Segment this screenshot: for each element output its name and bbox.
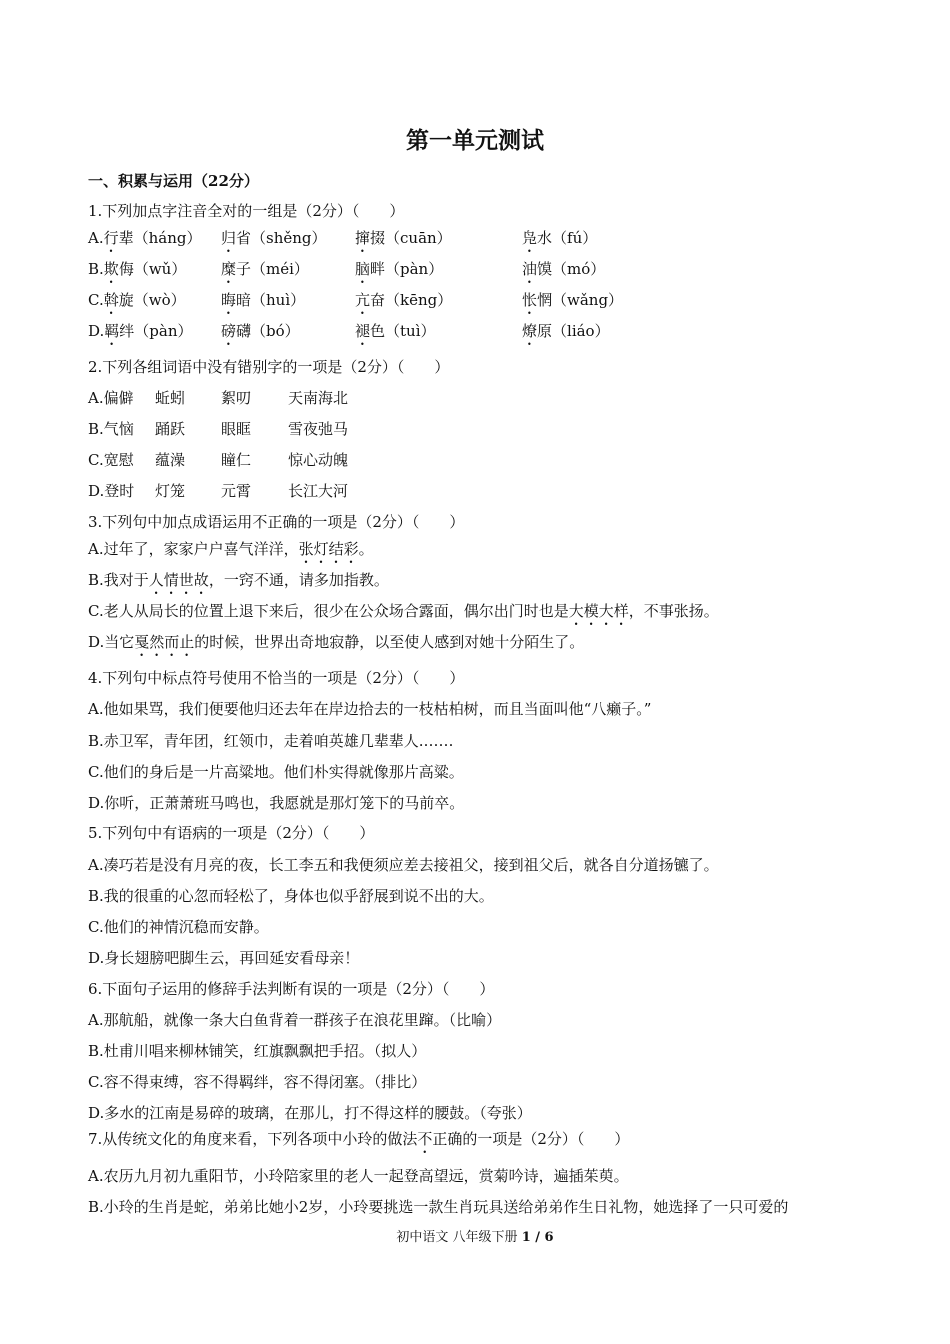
section-heading: 一、积累与运用（22分） — [88, 172, 259, 190]
q1-option-c-item-2: 晦暗（huì） — [221, 291, 306, 309]
q1-option-a-item-2: 归省（shěng） — [221, 229, 327, 247]
footer-page-number: 1 / 6 — [521, 1230, 554, 1245]
q2-option-a-item-4: 天南海北 — [288, 389, 349, 407]
question-4-option-b: B.赤卫军，青年团，红领巾，走着咱英雄几辈辈人.…… — [88, 732, 454, 750]
q2-option-d-item-3: 元霄 — [221, 482, 252, 500]
question-7-option-b: B.小玲的生肖是蛇，弟弟比她小2岁，小玲要挑选一款生肖玩具送给弟弟作生日礼物，她选择了一只可爱的 — [88, 1198, 789, 1216]
question-7-stem: 7.从传统文化的角度来看，下列各项中小玲的做法不正确的一项是（2分）（ ） — [88, 1130, 630, 1148]
question-6-option-a: A.那航船，就像一条大白鱼背着一群孩子在浪花里蹿。（比喻） — [88, 1011, 502, 1029]
q1-option-c-item-3: 亢奋（kēng） — [355, 291, 453, 309]
question-5-option-a: A.凑巧若是没有月亮的夜，长工李五和我便须应差去接祖父，接到祖父后，就各自分道扬镳了。 — [88, 856, 719, 874]
question-3-option-a: A.过年了，家家户户喜气洋洋，张灯结彩。 — [88, 540, 374, 558]
q2-option-b-item-1: B.气恼 — [88, 420, 134, 438]
q2-option-c-item-4: 惊心动魄 — [288, 451, 349, 469]
q1-option-a-item-1: A.行辈（háng） — [88, 229, 202, 247]
q2-option-b-item-4: 雪夜弛马 — [288, 420, 349, 438]
question-5-option-b: B.我的很重的心忽而轻松了，身体也似乎舒展到说不出的大。 — [88, 887, 494, 905]
question-5-option-d: D.身长翅膀吧脚生云，再回延安看母亲！ — [88, 949, 360, 967]
q2-option-b-item-2: 踊跃 — [155, 420, 186, 438]
question-2-stem: 2.下列各组词语中没有错别字的一项是（2分）（ ） — [88, 358, 450, 376]
question-3-option-c: C.老人从局长的位置上退下来后，很少在公众场合露面，偶尔出门时也是大模大样，不事张扬。 — [88, 602, 719, 620]
q2-option-d-item-2: 灯笼 — [155, 482, 186, 500]
q1-option-c-item-1: C.斡旋（wò） — [88, 291, 186, 309]
q2-option-a-item-3: 絮叨 — [221, 389, 252, 407]
question-4-option-d: D.你听，正萧萧班马鸣也，我愿就是那灯笼下的马前卒。 — [88, 794, 465, 812]
q1-option-a-item-4: 凫水（fú） — [522, 229, 598, 247]
q2-option-d-item-1: D.登时 — [88, 482, 135, 500]
question-6-option-c: C.容不得束缚，容不得羁绊，容不得闭塞。（排比） — [88, 1073, 427, 1091]
question-3-option-b: B.我对于人情世故，一窍不通，请多加指教。 — [88, 571, 389, 589]
question-4-option-c: C.他们的身后是一片高粱地。他们朴实得就像那片高粱。 — [88, 763, 464, 781]
q2-option-a-item-2: 蚯蚓 — [155, 389, 186, 407]
q1-option-b-item-3: 脑畔（pàn） — [355, 260, 444, 278]
question-3-option-d: D.当它戛然而止的时候，世界出奇地寂静，以至使人感到对她十分陌生了。 — [88, 633, 585, 651]
q1-option-b-item-4: 油馍（mó） — [522, 260, 606, 278]
question-3-stem: 3.下列句中加点成语运用不正确的一项是（2分）（ ） — [88, 513, 465, 531]
q2-option-a-item-1: A.偏僻 — [88, 389, 134, 407]
q2-option-d-item-4: 长江大河 — [288, 482, 349, 500]
q1-option-d-item-4: 燎原（liáo） — [522, 322, 610, 340]
q1-option-a-item-3: 撺掇（cuān） — [355, 229, 452, 247]
question-5-option-c: C.他们的神情沉稳而安静。 — [88, 918, 269, 936]
page-footer — [0, 1228, 950, 1248]
q2-option-c-item-3: 瞳仁 — [221, 451, 252, 469]
question-5-stem: 5.下列句中有语病的一项是（2分）（ ） — [88, 824, 375, 842]
question-4-stem: 4.下列句中标点符号使用不恰当的一项是（2分）（ ） — [88, 669, 465, 687]
question-6-option-d: D.多水的江南是易碎的玻璃，在那儿，打不得这样的腰鼓。（夸张） — [88, 1104, 532, 1122]
question-6-stem: 6.下面句子运用的修辞手法判断有误的一项是（2分）（ ） — [88, 980, 495, 998]
q2-option-b-item-3: 眼眶 — [221, 420, 252, 438]
question-4-option-a: A.他如果骂，我们便要他归还去年在岸边拾去的一枝枯柏树，而且当面叫他“八癞子。” — [88, 700, 652, 718]
question-6-option-b: B.杜甫川唱来柳林铺笑，红旗飘飘把手招。（拟人） — [88, 1042, 427, 1060]
q1-option-d-item-3: 褪色（tuì） — [355, 322, 436, 340]
q1-option-b-item-2: 糜子（méi） — [221, 260, 309, 278]
q1-option-c-item-4: 怅惘（wǎng） — [522, 291, 624, 309]
q2-option-c-item-2: 蕴澡 — [155, 451, 186, 469]
q1-option-d-item-2: 磅礴（bó） — [221, 322, 300, 340]
q2-option-c-item-1: C.宽慰 — [88, 451, 134, 469]
q1-option-b-item-1: B.欺侮（wǔ） — [88, 260, 187, 278]
footer-subject: 初中语文 八年级下册 — [396, 1230, 518, 1245]
question-1-stem: 1.下列加点字注音全对的一组是（2分）（ ） — [88, 202, 405, 220]
page-title: 第一单元测试 — [406, 127, 544, 154]
q1-option-d-item-1: D.羁绊（pàn） — [88, 322, 193, 340]
question-7-option-a: A.农历九月初九重阳节，小玲陪家里的老人一起登高望远，赏菊吟诗，遍插茱萸。 — [88, 1167, 629, 1185]
